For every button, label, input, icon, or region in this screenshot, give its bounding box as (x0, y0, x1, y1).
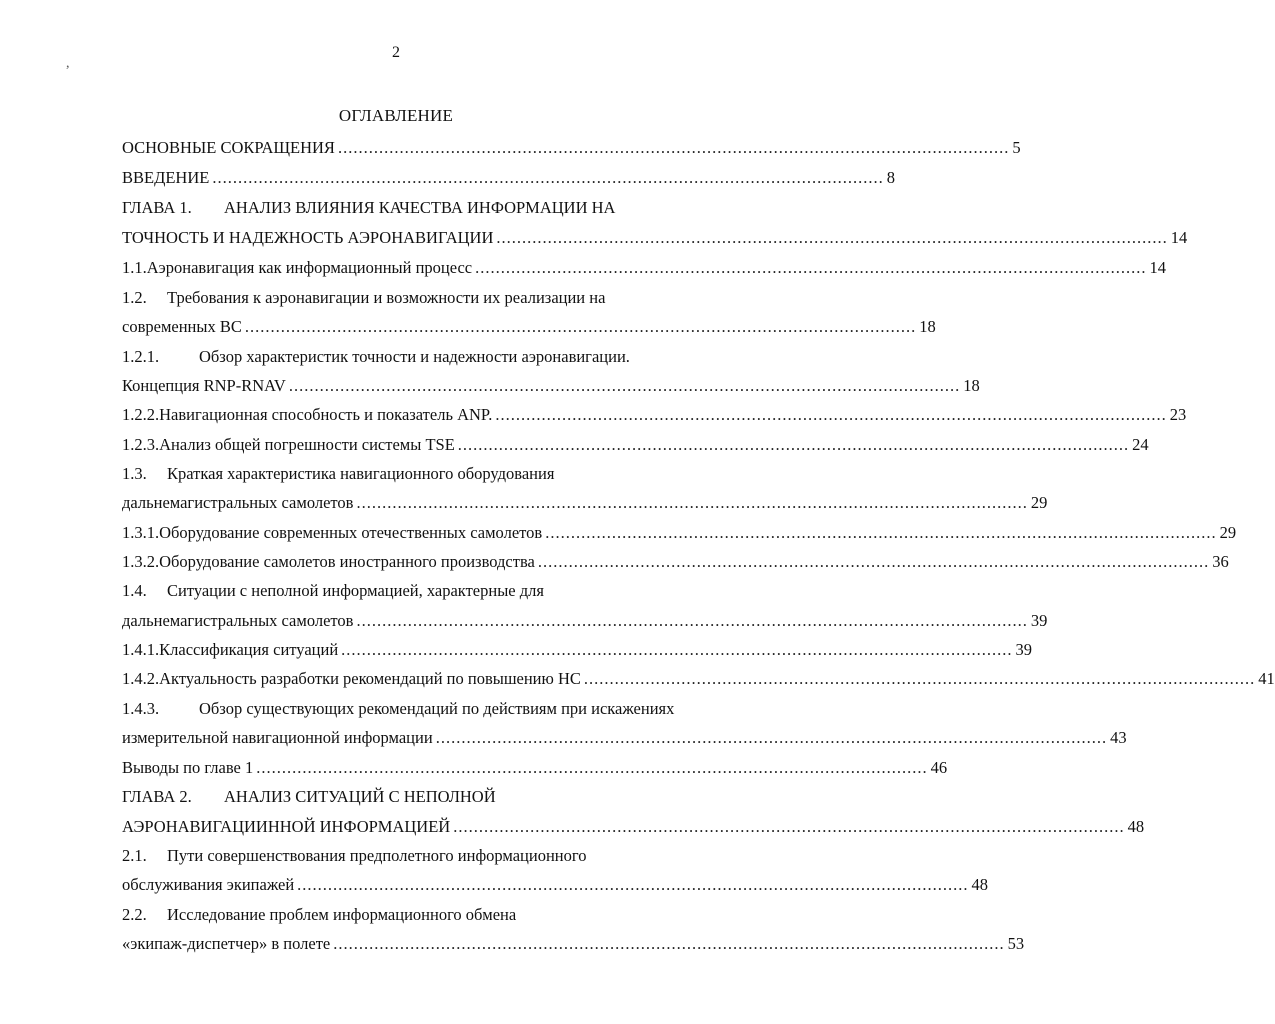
toc-entry-text: ОСНОВНЫЕ СОКРАЩЕНИЯ (122, 138, 335, 157)
toc-entry-2-2-cont[interactable] (122, 932, 1025, 956)
toc-entry-number: 1.2.3. (122, 435, 160, 454)
dot-leader: ................................................................................................................................... (495, 405, 1167, 424)
toc-entry-chapter-2[interactable] (122, 785, 730, 809)
toc-entry-page: 53 (1007, 934, 1025, 953)
toc-entry-number: 1.4.2. (122, 669, 160, 688)
toc-entry-number: 1.1. (122, 258, 147, 277)
toc-entry-number: 1.4.1. (122, 640, 160, 659)
toc-entry-1-2-3[interactable] (122, 433, 1149, 457)
toc-entry-1-4-cont[interactable] (122, 609, 1048, 633)
dot-leader: ................................................................................................................................... (537, 552, 1210, 571)
toc-entry-1-3-cont[interactable] (122, 491, 1048, 515)
toc-entry-abbreviations[interactable] (122, 136, 1021, 160)
toc-entry-text: Обзор характеристик точности и надежности аэронавигации. (199, 347, 630, 366)
toc-entry-text: Оборудование самолетов иностранного производства (159, 552, 535, 571)
toc-entry-text-cont: «экипаж-диспетчер» в полете (122, 934, 331, 953)
page-number: 2 (392, 44, 400, 61)
toc-entry-page: 14 (1170, 228, 1188, 247)
toc-entry-2-1-cont[interactable] (122, 873, 989, 897)
toc-entry-text: Ситуации с неполной информацией, характерные для (167, 581, 544, 600)
toc-entry-text-cont: дальнемагистральных самолетов (122, 493, 354, 512)
dot-leader: ................................................................................................................................... (475, 258, 1147, 277)
dot-leader: ................................................................................................................................... (457, 435, 1130, 454)
dot-leader: ................................................................................................................................... (453, 817, 1125, 836)
toc-entry-page: 39 (1015, 640, 1033, 659)
toc-entry-1-4-3[interactable] (122, 697, 730, 721)
toc-entry-chapter-2-cont[interactable] (122, 815, 1145, 839)
toc-entry-text: Исследование проблем информационного обмена (167, 905, 517, 924)
toc-entry-text: Выводы по главе 1 (122, 758, 254, 777)
toc-entry-number: 2.1. (122, 846, 147, 865)
toc-entry-1-2-cont[interactable] (122, 315, 936, 339)
toc-entry-text-cont: Концепция RNP-RNAV (122, 376, 286, 395)
toc-entry-number: 1.4. (122, 581, 147, 600)
toc-entry-text: АНАЛИЗ СИТУАЦИЙ С НЕПОЛНОЙ (224, 787, 496, 806)
toc-entry-number: ГЛАВА 2. (122, 787, 192, 806)
dot-leader: ................................................................................................................................... (356, 493, 1028, 512)
toc-entry-page: 29 (1030, 493, 1048, 512)
toc-entry-page: 18 (963, 376, 980, 395)
toc-entry-page: 8 (886, 168, 895, 187)
toc-title: ОГЛАВЛЕНИЕ (338, 106, 454, 125)
toc-entry-text: Аэронавигация как информационный процесс (146, 258, 473, 277)
toc-entry-text-cont: ТОЧНОСТЬ И НАДЕЖНОСТЬ АЭРОНАВИГАЦИИ (122, 228, 494, 247)
toc-entry-page: 48 (971, 875, 989, 894)
toc-entry-page: 29 (1219, 523, 1237, 542)
toc-entry-1-4-3-cont[interactable] (122, 726, 1127, 750)
toc-entry-chapter-1-cont[interactable] (122, 226, 1188, 250)
toc-entry-number: 1.3. (122, 464, 147, 483)
toc-entry-page: 18 (919, 317, 936, 336)
toc-entry-number: 1.4.3. (122, 699, 160, 718)
toc-entry-text-cont: обслуживания экипажей (122, 875, 295, 894)
toc-entry-page: 24 (1132, 435, 1149, 454)
toc-entry-number: 1.2. (122, 288, 147, 307)
toc-entry-number: 1.3.1. (122, 523, 160, 542)
toc-entry-number: ГЛАВА 1. (122, 198, 192, 217)
toc-entry-1-2[interactable] (122, 286, 730, 310)
toc-entry-page: 36 (1212, 552, 1229, 571)
toc-entry-2-1[interactable] (122, 844, 730, 868)
toc-entry-text-cont: современных ВС (122, 317, 242, 336)
dot-leader: ................................................................................................................................... (256, 758, 928, 777)
toc-entry-text: Актуальность разработки рекомендаций по повышению НС (159, 669, 581, 688)
toc-entry-text: АНАЛИЗ ВЛИЯНИЯ КАЧЕСТВА ИНФОРМАЦИИ НА (224, 198, 616, 217)
dot-leader: ................................................................................................................................... (435, 728, 1108, 747)
toc-entry-text: Навигационная способность и показатель ANP. (159, 405, 493, 424)
toc-entry-1-2-1[interactable] (122, 345, 730, 369)
dot-leader: ................................................................................................................................... (341, 640, 1013, 659)
dot-leader: ................................................................................................................................... (583, 669, 1256, 688)
toc-entry-text: Обзор существующих рекомендаций по действиям при искажениях (199, 699, 675, 718)
toc-entry-chapter-1[interactable] (122, 196, 730, 220)
toc-entry-1-4-2[interactable] (122, 667, 1275, 691)
toc-entry-page: 48 (1127, 817, 1145, 836)
toc-entry-1-1[interactable] (122, 256, 1167, 280)
toc-entry-conclusions-1[interactable] (122, 756, 948, 780)
toc-entry-text-cont: АЭРОНАВИГАЦИИННОЙ ИНФОРМАЦИЕЙ (122, 817, 451, 836)
dot-leader: ................................................................................................................................... (333, 934, 1005, 953)
dot-leader: ................................................................................................................................... (212, 168, 884, 187)
toc-entry-2-2[interactable] (122, 903, 730, 927)
toc-entry-page: 43 (1110, 728, 1127, 747)
dot-leader: ................................................................................................................................... (297, 875, 969, 894)
toc-entry-number: 1.2.2. (122, 405, 160, 424)
toc-entry-text: Анализ общей погрешности системы TSE (159, 435, 455, 454)
toc-entry-page: 23 (1169, 405, 1187, 424)
toc-entry-text: Оборудование современных отечественных самолетов (159, 523, 543, 542)
toc-entry-number: 1.3.2. (122, 552, 160, 571)
dot-leader: ................................................................................................................................... (545, 523, 1217, 542)
dot-leader: ................................................................................................................................... (337, 138, 1010, 157)
toc-entry-introduction[interactable] (122, 166, 895, 190)
toc-entry-1-2-2[interactable] (122, 403, 1187, 427)
toc-entry-page: 14 (1149, 258, 1167, 277)
toc-entry-text: Требования к аэронавигации и возможности их реализации на (167, 288, 606, 307)
dot-leader: ................................................................................................................................... (244, 317, 917, 336)
toc-entry-text-cont: дальнемагистральных самолетов (122, 611, 354, 630)
toc-entry-text-cont: измерительной навигационной информации (122, 728, 433, 747)
toc-entry-number: 1.2.1. (122, 347, 160, 366)
dot-leader: ................................................................................................................................... (496, 228, 1168, 247)
toc-entry-1-4-1[interactable] (122, 638, 1033, 662)
toc-entry-1-2-1-cont[interactable] (122, 374, 980, 398)
toc-entry-text: Классификация ситуаций (159, 640, 339, 659)
stray-mark: , (66, 56, 70, 71)
toc-entry-1-3[interactable] (122, 462, 730, 486)
toc-entry-page: 41 (1258, 669, 1275, 688)
dot-leader: ................................................................................................................................... (288, 376, 961, 395)
toc-entry-page: 39 (1030, 611, 1048, 630)
toc-entry-1-3-2[interactable] (122, 550, 1229, 574)
toc-entry-text: Пути совершенствования предполетного информационного (167, 846, 587, 865)
toc-entry-number: 2.2. (122, 905, 147, 924)
toc-entry-page: 5 (1012, 138, 1021, 157)
toc-entry-1-4[interactable] (122, 579, 730, 603)
dot-leader: ................................................................................................................................... (356, 611, 1028, 630)
toc-entry-1-3-1[interactable] (122, 521, 1237, 545)
toc-entry-page: 46 (930, 758, 948, 777)
toc-entry-text: Краткая характеристика навигационного оборудования (167, 464, 555, 483)
toc-entry-text: ВВЕДЕНИЕ (122, 168, 210, 187)
